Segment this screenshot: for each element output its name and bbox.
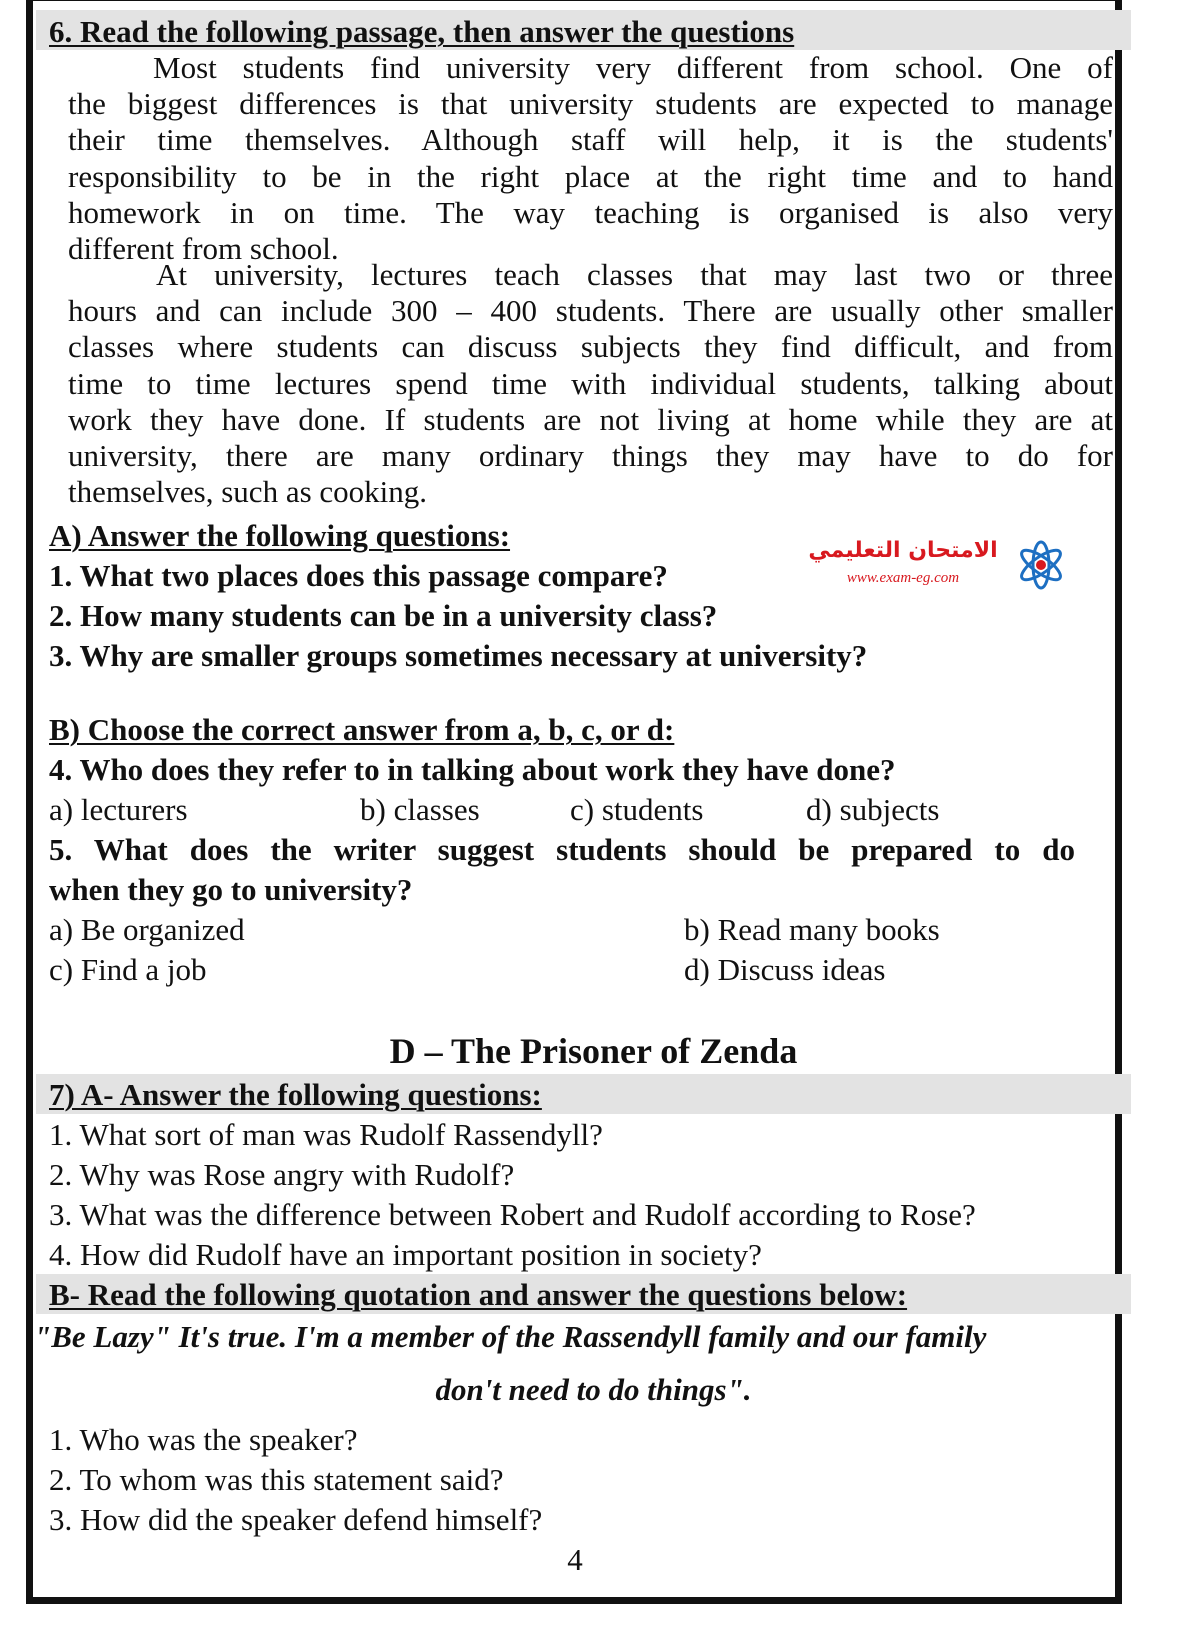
passage-line: At university, lectures teach classes that may last two or three	[156, 257, 1113, 292]
section-6-heading: 6. Read the following passage, then answer the questions	[49, 14, 795, 49]
passage-paragraph-2	[68, 257, 1113, 510]
question-3: 3. Why are smaller groups sometimes necessary at university?	[49, 638, 868, 673]
passage-line: responsibility to be in the right place at the right time and to hand	[68, 158, 1113, 194]
q5-option-b: b) Read many books	[684, 912, 940, 947]
section-7b-heading: B- Read the following quotation and answer the questions below:	[49, 1277, 908, 1312]
passage-paragraph-1	[68, 50, 1113, 267]
question-7b-1: 1. Who was the speaker?	[49, 1422, 358, 1457]
section-7a-heading: 7) A- Answer the following questions:	[49, 1077, 542, 1112]
passage-line: classes where students can discuss subjects they find difficult, and from	[68, 329, 1113, 365]
atom-icon	[1014, 538, 1068, 592]
logo-url-text: www.exam-eg.com	[846, 570, 960, 586]
question-7a-4: 4. How did Rudolf have an important position in society?	[49, 1237, 762, 1272]
passage-line: homework in on time. The way teaching is organised is also very	[68, 194, 1113, 230]
passage-line: hours and can include 300 – 400 students. There are usually other smaller	[68, 293, 1113, 329]
question-7b-2: 2. To whom was this statement said?	[49, 1462, 504, 1497]
passage-line: work they have done. If students are not living at home while they are at	[68, 401, 1113, 437]
exam-eg-logo	[798, 536, 1078, 600]
q4-option-b: b) classes	[360, 792, 480, 827]
q4-option-c: c) students	[570, 792, 704, 827]
q5-option-a: a) Be organized	[49, 912, 245, 947]
passage-line: different from school.	[68, 231, 339, 267]
question-4: 4. Who does they refer to in talking about work they have done?	[49, 752, 896, 787]
question-7b-3: 3. How did the speaker defend himself?	[49, 1502, 543, 1537]
passage-line: Most students find university very different from school. One of	[153, 50, 1113, 85]
quotation-line-2: don't need to do things".	[435, 1372, 752, 1407]
passage-line: themselves, such as cooking.	[68, 474, 428, 510]
question-2: 2. How many students can be in a university class?	[49, 598, 718, 633]
passage-line: the biggest differences is that university students are expected to manage	[68, 86, 1113, 122]
passage-line: their time themselves. Although staff will help, it is the students'	[68, 122, 1113, 158]
question-7a-1: 1. What sort of man was Rudolf Rassendyll?	[49, 1117, 603, 1152]
q5-option-c: c) Find a job	[49, 952, 207, 987]
q5-option-d: d) Discuss ideas	[684, 952, 886, 987]
part-a-heading: A) Answer the following questions:	[49, 518, 511, 553]
passage-line: time to time lectures spend time with individual students, talking about	[68, 365, 1113, 401]
question-7a-3: 3. What was the difference between Robert and Rudolf according to Rose?	[49, 1197, 976, 1232]
q4-option-d: d) subjects	[806, 792, 940, 827]
question-1: 1. What two places does this passage compare?	[49, 558, 668, 593]
logo-arabic-text: الامتحان التعليمي	[808, 538, 998, 563]
section-d-title: D – The Prisoner of Zenda	[389, 1031, 798, 1071]
question-7a-2: 2. Why was Rose angry with Rudolf?	[49, 1157, 515, 1192]
q4-option-a: a) lecturers	[49, 792, 188, 827]
passage-line: university, there are many ordinary things they may have to do for	[68, 438, 1113, 474]
quotation-line-1: "Be Lazy" It's true. I'm a member of the Rassendyll family and our family	[34, 1319, 987, 1354]
part-b-heading: B) Choose the correct answer from a, b, c, or d:	[49, 712, 675, 747]
question-5-line-2: when they go to university?	[49, 872, 413, 907]
page-number: 4	[567, 1542, 583, 1577]
question-5-line-1: 5. What does the writer suggest students should be prepared to do	[49, 832, 1075, 867]
